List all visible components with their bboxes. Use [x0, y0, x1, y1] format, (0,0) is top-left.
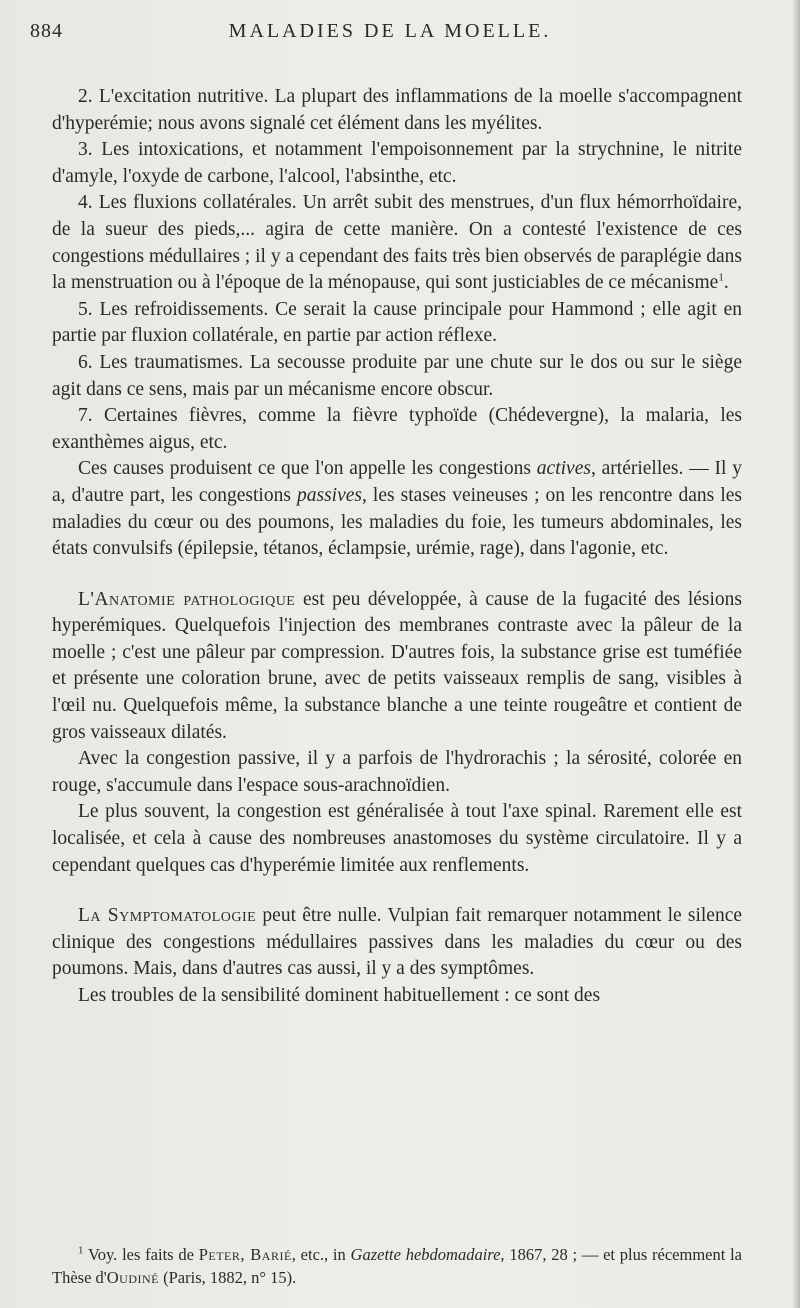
paragraph-localisation: Le plus souvent, la congestion est généralisée à tout l'axe spinal. Rarement elle est localisée, et cela à cause des nombreuses anastomoses du système circulatoire. Il y a cependant quelques cas d'hyperémie limitée aux renflements. [52, 801, 742, 876]
footnote-mid: , etc., in [291, 1245, 351, 1264]
paragraph-congestion-types [52, 456, 742, 562]
footnote-text [52, 1243, 742, 1289]
symptomatology-text: peut être nulle. Vulpian fait remarquer notamment le silence clinique des congestions médullaires passives dans les maladies du cœur ou des poumons. Mais, dans d'autres cas aussi, il y a des symptômes. [52, 905, 743, 980]
anatomy-text: est peu développée, à cause de la fugacité des lésions hyperémiques. Quelquefois l'injection des membranes contraste avec la pâleur de la moelle ; c'est une pâleur par compression. D'autres fois, la substance grise est tuméfiée et présente une coloration brune, avec de petits vaisseaux remplis de sang, visibles à l'œil nu. Quelquefois même, la substance blanche a une teinte rougeâtre et contient de gros vaisseaux dilatés. [52, 588, 742, 743]
section-head-anatomy: L'Anatomie pathologique [78, 588, 296, 610]
page-edge-shadow [792, 0, 800, 1308]
paragraph-cause-5: 5. Les refroidissements. Ce serait la cause principale pour Hammond ; elle agit en partie par fluxion collatérale, en partie par action réflexe. [52, 298, 742, 347]
congestion-text-b: , artérielles. — Il y a, d'autre part, les congestions [52, 458, 742, 506]
page-number: 884 [30, 20, 63, 42]
footnote [52, 1243, 742, 1289]
cause-4-end: . [723, 272, 729, 294]
cause-4-text: 4. Les fluxions collatérales. Un arrêt subit des menstrues, d'un flux hémorrhoïdaire, de la sueur des pieds,... agira de cette manière. On a contesté l'existence de ces congestions médullaires ; il y a cependant des faits très bien observés de paraplégie dans la menstruation ou à l'époque de la ménopause, qui sont justiciables de ce mécanisme [52, 192, 742, 294]
paragraph-cause-4 [52, 190, 742, 296]
footnote-marker: 1 [78, 1244, 84, 1257]
paragraph-cause-7: 7. Certaines fièvres, comme la fièvre typhoïde (Chédevergne), la malaria, les exanthèmes aigus, etc. [52, 405, 742, 453]
running-title: MALADIES DE LA MOELLE. [228, 20, 552, 42]
term-passive: passives [297, 484, 362, 506]
paragraph-sensibility: Les troubles de la sensibilité dominent habituellement : ce sont des [78, 985, 601, 1006]
footnote-reference[interactable]: 1 [718, 271, 724, 284]
paragraph-cause-3: 3. Les intoxications, et notamment l'empoisonnement par la strychnine, le nitrite d'amyle, l'oxyde de carbone, l'alcool, l'absinthe, etc. [52, 139, 742, 187]
term-active: actives [536, 458, 591, 480]
footnote-authors: Peter, Barié [198, 1245, 292, 1264]
footnote-post: , 1867, 28 ; — et plus récemment la Thèse d' [52, 1245, 743, 1287]
paragraph-symptomatology [52, 903, 742, 983]
congestion-text-c: , les stases veineuses ; on les rencontre dans les maladies du cœur ou des poumons, les maladies du foie, les tumeurs abdominales, les états convulsifs (épilepsie, tétanos, éclampsie, urémie, rage), dans l'agonie, etc. [52, 484, 742, 560]
congestion-text-a: Ces causes produisent ce que l'on appelle les congestions [78, 458, 531, 480]
footnote-thesis-author: Oudiné [106, 1268, 159, 1287]
body-text [52, 84, 742, 1010]
paragraph-cause-2: 2. L'excitation nutritive. La plupart des inflammations de la moelle s'accompagnent d'hyperémie; nous avons signalé cet élément dans les myélites. [52, 86, 742, 134]
footnote-journal: Gazette hebdomadaire [350, 1245, 501, 1264]
footnote-pre: Voy. les faits de [83, 1245, 199, 1264]
paragraph-cause-6: 6. Les traumatismes. La secousse produite par une chute sur le dos ou sur le siège agit dans ce sens, mais par un mécanisme encore obscur. [52, 351, 742, 400]
footnote-end: (Paris, 1882, n° 15). [159, 1268, 297, 1287]
paragraph-hydrorachis: Avec la congestion passive, il y a parfois de l'hydrorachis ; la sérosité, colorée en rouge, s'accumule dans l'espace sous-arachnoïdien. [52, 748, 742, 796]
section-head-symptomatology: La Symptomatologie [78, 905, 257, 927]
paragraph-anatomy [52, 587, 742, 747]
page-header [30, 20, 750, 50]
